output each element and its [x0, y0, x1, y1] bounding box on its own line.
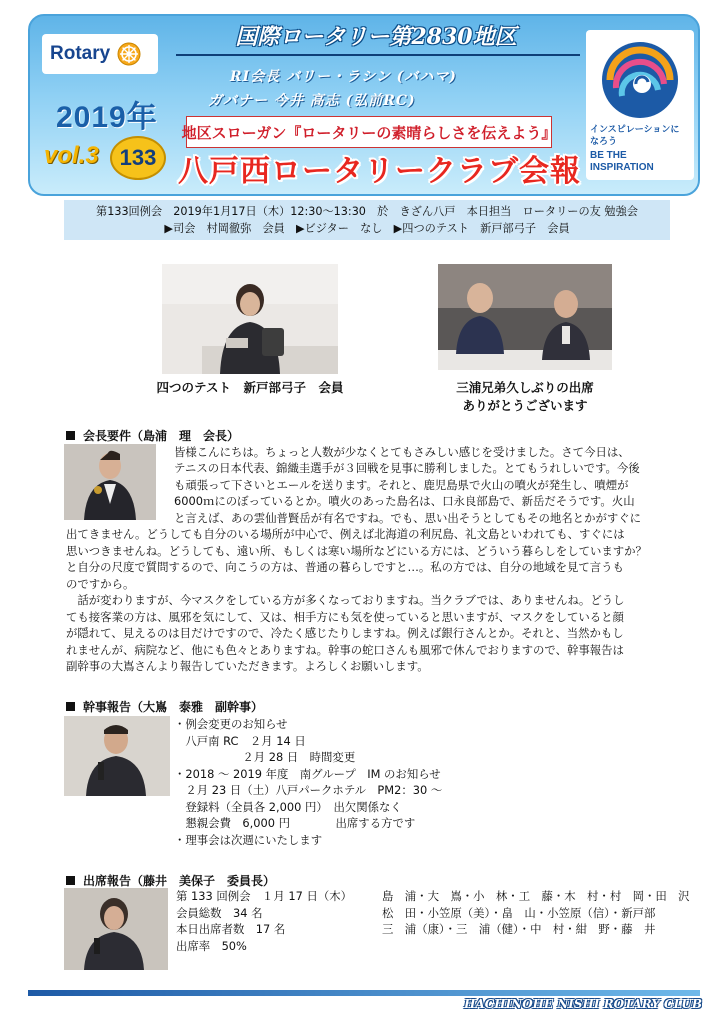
rotary-wheel-icon	[116, 41, 142, 67]
miura-caption-line: 三浦兄弟久しぶりの出席	[456, 380, 594, 395]
meeting-info-line: ▶司会 村岡徹弥 会員 ▶ビジター なし ▶四つのテスト 新戸部弓子 会員	[164, 222, 570, 235]
president-photo	[64, 444, 156, 520]
president-text-line: テニスの日本代表、錦織圭選手が３回戦を見事に勝利しました。とてもうれしいです。今後	[174, 461, 640, 475]
secretary-text-line: 登録料（全員各 2,000 円） 出欠関係なく	[174, 800, 402, 814]
issue-number-badge: 133	[110, 136, 166, 180]
secretary-text-line: 懇親会費 6,000 円 出席する方です	[174, 816, 416, 830]
attendance-left-line: 出席率 50%	[176, 939, 247, 953]
president-text-line: 皆様こんにちは。ちょっと人数が少なくとてもさみしい感じを受けました。さて今日は、	[174, 445, 630, 459]
secretary-photo-graphic	[64, 716, 170, 796]
president-text-line: のですから。	[66, 577, 135, 591]
attendance-member-line: 松 田・小笠原（美）・畠 山・小笠原（信）・新戸部	[382, 906, 656, 920]
attendance-left-line: 会員総数 34 名	[176, 906, 263, 920]
secretary-text-line: ２月 28 日 時間変更	[174, 750, 356, 764]
governor-line: ガバナー 今井 高志 (弘前RC)	[208, 93, 416, 109]
president-text-line: 思いつきませんね。どうしても、遠い所、もしくは寒い場所などにいる方には、どういう暮らしをしていますか？	[66, 544, 647, 558]
district-title-rule	[176, 54, 580, 56]
president-section-heading	[66, 427, 239, 444]
theme-japanese: インスピレーションに なろう	[590, 125, 680, 147]
attendance-member-line: 島 浦・大 嶌・小 林・工 藤・木 村・村 岡・田 沢	[382, 889, 690, 903]
miura-brothers-photo	[438, 264, 612, 370]
secretary-section-heading	[66, 698, 263, 715]
attendance-photo-graphic	[64, 888, 168, 970]
meeting-info-line: 第133回例会 2019年1月17日（木）12:30～13:30 於 きざん八戸 本日担当 ロータリーの友 勉強会	[96, 205, 638, 218]
speaker-photo-graphic	[162, 264, 338, 374]
president-text-line: ても接客業の方は、風邪を気にして、又は、相手方にも気を使っていると思いますが、マスクをしていると顔	[66, 610, 624, 624]
miura-caption-line: ありがとうございます	[462, 398, 588, 413]
president-photo-graphic	[64, 444, 156, 520]
attendance-heading-text: 出席報告（藤井 美保子 委員長）	[83, 874, 276, 888]
square-bullet-icon	[66, 876, 75, 885]
secretary-text-line: ・理事会は次週にいたします	[174, 833, 323, 847]
secretary-photo	[64, 716, 170, 796]
attendance-left-line: 本日出席者数 17 名	[176, 922, 286, 936]
president-text-line: れませんが、病院など、他にも色々とありますね。幹事の蛇口さんも風邪で休んでおりますので、幹事報告は	[66, 643, 624, 657]
district-slogan: 地区スローガン『ロータリーの素晴らしさを伝えよう』	[186, 116, 552, 148]
president-text-line: が隠れて、見えるのは目だけですので、冷たく感じたりしますね。例えば銀行さんとか。それと、当然かもし	[66, 626, 624, 640]
club-bulletin-title: 八戸西ロータリークラブ会報	[178, 154, 581, 189]
president-text-line: も頑張って下さいとエールを送ります。それと、鹿児島県で火山の噴火が発生し、噴煙が	[174, 478, 629, 492]
president-text-line: と自分の尺度で質問するので、向こうの方は、普通の暮らしですと…。私の方では、自分の地域を見て言うも	[66, 560, 624, 574]
district-title: 国際ロータリー第2830地区	[235, 24, 517, 50]
president-text-line: と言えば、あの雲仙普賢岳が有名ですね。でも、思い出そうとしてもその地名とかがすぐに	[174, 511, 642, 525]
president-text-line: 6000ｍにのぼっているとか。噴火のあった島名は、口永良部島で、新岳だそうです。火山	[174, 494, 635, 508]
four-way-test-photo	[162, 264, 338, 374]
secretary-text-line: ２月 23 日（土）八戸パークホテル PM2：30 ～	[174, 783, 443, 797]
rotary-logo-text: Rotary	[50, 43, 111, 64]
theme-english: BE THE INSPIRATION	[590, 150, 654, 173]
secretary-heading-text: 幹事報告（大嶌 泰雅 副幹事）	[83, 700, 264, 714]
square-bullet-icon	[66, 702, 75, 711]
volume-label: vol.3	[44, 142, 99, 169]
president-text-line: 出てきません。どうしても自分のいる場所が中心で、例えば北海道の利尻島、礼文島といわれても、すぐには	[66, 527, 625, 541]
four-way-test-caption: 四つのテスト 新戸部弓子 会員	[156, 380, 344, 395]
attendees-photo-graphic	[438, 264, 612, 370]
be-the-inspiration-logo-icon	[596, 38, 684, 122]
attendance-member-line: 三 浦（康）・三 浦（健）・中 村・紺 野・藤 井	[382, 922, 656, 936]
president-heading-text: 会長要件（島浦 理 会長）	[83, 429, 240, 443]
footer-club-name: HACHINOHE NISHI ROTARY CLUB	[464, 997, 702, 1011]
square-bullet-icon	[66, 431, 75, 440]
secretary-text-line: ・2018 ～ 2019 年度 南グループ IM のお知らせ	[174, 767, 441, 781]
attendance-section-heading	[66, 872, 275, 889]
secretary-text-line: ・例会変更のお知らせ	[174, 717, 288, 731]
year-label: 2019年	[56, 101, 158, 134]
footer-rule	[28, 990, 700, 996]
attendance-photo	[64, 888, 168, 970]
attendance-left-line: 第 133 回例会 １月 17 日（木）	[176, 889, 353, 903]
ri-president-line: RI会長 バリー・ラシン (バハマ)	[230, 69, 457, 85]
secretary-text-line: 八戸南 RC ２月 14 日	[174, 734, 306, 748]
rotary-logo	[42, 34, 158, 74]
president-text-line: 副幹事の大嶌さんより報告していただきます。よろしくお願いします。	[66, 659, 429, 673]
president-text-line: 話が変わりますが、今マスクをしている方が多くなっておりますね。当クラブでは、ありませんね。どうし	[66, 593, 625, 607]
